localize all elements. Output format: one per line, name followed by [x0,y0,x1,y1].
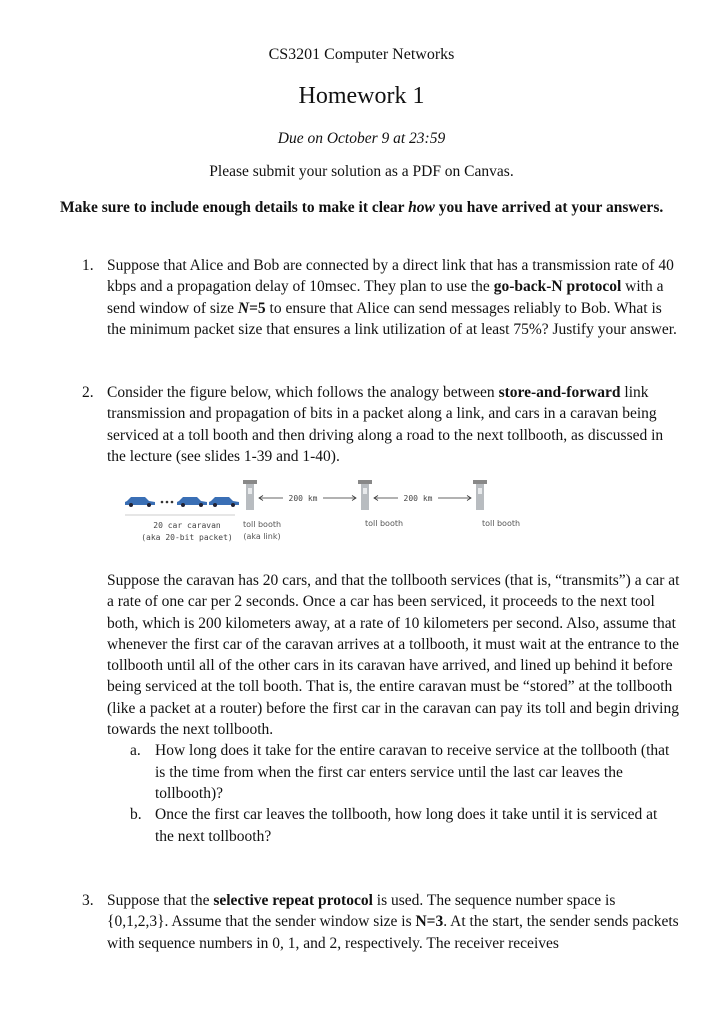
question-2-scenario [60,570,680,847]
ellipsis-dots [161,501,174,504]
text-run: Suppose that Alice and Bob are connected by a direct link that has a transmission rate of 40 kbps and a propagation delay of 10msec. They plan to use the [107,257,674,296]
text-run: Suppose that the [107,892,214,909]
question-text [107,890,680,954]
tollbooth-label: toll booth [364,519,404,528]
tollbooth-icon [358,480,372,510]
question-number: 3. [82,892,94,909]
due-date: Due on October 9 at 23:59 [277,130,446,147]
question-1 [60,255,680,340]
question-number: 2. [82,384,94,401]
question-text [107,382,680,467]
subquestion-b [130,804,680,847]
submission-instructions: Please submit your solution as a PDF on Canvas. [209,163,514,180]
subquestion-letter: b. [130,806,142,824]
scenario-text: Suppose the caravan has 20 cars, and that the tollbooth services (that is, “transmits”) a car at a rate of one car per 2 seconds. Once a car has been serviced, it proceeds to the next tool both, which is 200 kilometers away, at a rate of 10 kilometers per second. Also, assume that whenever the first car of the caravan arrives at a tollbooth, it must wait at the entrance to the tollbooth until all of the other cars in its caravan have arrived, and lined up behind it before being serviced at the toll booth. That is, the entire caravan must be “stored” at the tollbooth (like a packet at a router) before the first car in the caravan can pay its toll and begin driving towards the next tollbooth. [107,572,680,739]
window-size [238,300,266,317]
window-value: =5 [249,299,266,317]
subquestion-letter: a. [130,742,141,760]
protocol-name: selective repeat protocol [213,892,373,909]
concept-term: store-and-forward [498,384,621,401]
text-run: link transmission and propagation of bits in a packet along a link, and cars in a caravan being serviced at a toll booth and then driving along a road to the next tollbooth, as discussed in the lecture (see slides 1-39 and 1-40). [107,384,664,465]
subquestion-text: How long does it take for the entire caravan to receive service at the tollbooth (that is the time from when the first car enters service until the last car leaves the tollbooth)? [155,742,670,802]
protocol-name: go-back-N protocol [493,278,622,296]
question-text [107,255,680,340]
text-run: is used. The sequence number space is {0,1,2,3}. Assume that the sender window size is [107,892,616,931]
text-run: . At the start, the sender sends packets with sequence numbers in 0, 1, and 2, respectively. The receiver receives [107,913,679,952]
tollbooth-label: toll booth [242,520,282,529]
text-run: with a send window of size [107,278,664,317]
text-run: Consider the figure below, which follows the analogy between [107,384,499,401]
page-title: Homework 1 [298,83,425,109]
text-run: to ensure that Alice can send messages reliably to Bob. What is the minimum packet size that ensures a link utilization of at least 75%? Justify your answer. [107,299,677,338]
tollbooth-label: toll booth [481,519,521,528]
question-3 [60,890,680,954]
course-name: CS3201 Computer Networks [268,46,455,63]
notice-emphasis: how [408,199,435,216]
window-variable: N [237,299,250,317]
window-size: N=3 [415,913,444,931]
car-icon [177,497,207,507]
details-notice [60,197,680,219]
question-2 [60,382,680,467]
distance-label: 200 km [288,494,318,503]
notice-text-end: you have arrived at your answers. [434,199,664,216]
tollbooth-icon [473,480,487,510]
subquestion-a [130,740,680,804]
caravan-tollbooth-figure [115,478,545,558]
caravan-label: 20 car caravan [153,521,221,530]
car-icon [209,497,239,507]
notice-text-start: Make sure to include enough details to make it clear [60,199,409,216]
subquestion-text: Once the first car leaves the tollbooth, how long does it take until it is serviced at the next tollbooth? [155,806,658,845]
tollbooth-icon [243,480,257,510]
car-icon [125,497,155,507]
caravan-sublabel: (aka 20-bit packet) [141,533,233,542]
question-number: 1. [82,257,94,274]
distance-label: 200 km [403,494,433,503]
tollbooth-sublabel: (aka link) [243,532,281,541]
